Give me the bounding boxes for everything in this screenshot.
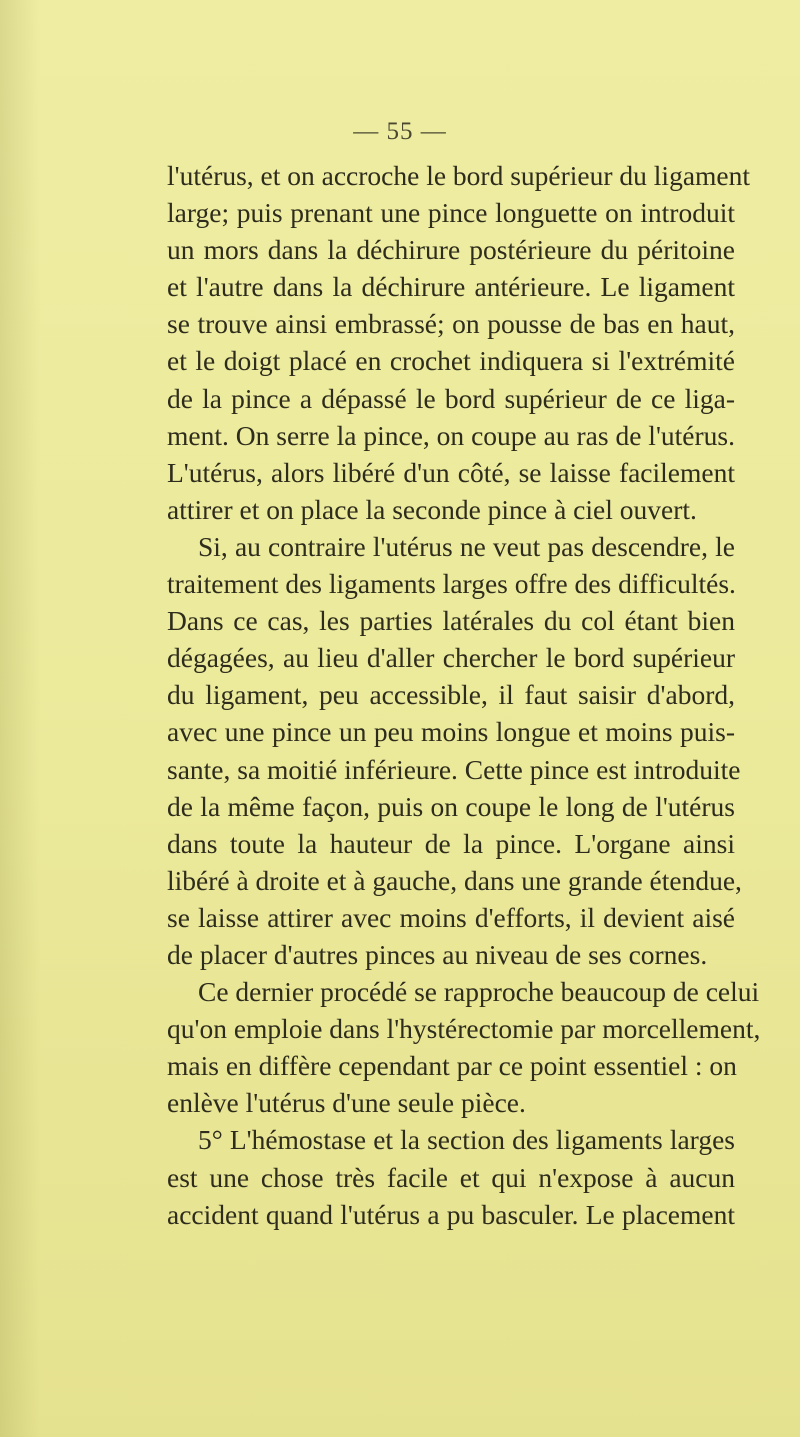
text-line: sante, sa moitié inférieure. Cette pince est introduite xyxy=(167,753,741,785)
text-line: enlève l'utérus d'une seule pièce. xyxy=(167,1087,526,1119)
text-line: se laisse attirer avec moins d'efforts, il devient aisé xyxy=(167,901,735,933)
text-line: Dans ce cas, les parties latérales du col étant bien xyxy=(167,605,735,637)
text-line: se trouve ainsi embrassé; on pousse de bas en haut, xyxy=(167,308,735,340)
text-line: avec une pince un peu moins longue et moins puis- xyxy=(167,716,735,748)
text-line: ment. On serre la pince, on coupe au ras de l'utérus. xyxy=(167,419,735,451)
paragraph xyxy=(167,157,751,528)
text-line: et l'autre dans la déchirure antérieure. Le ligament xyxy=(167,271,735,303)
text-line: de placer d'autres pinces au niveau de ses cornes. xyxy=(167,938,708,970)
text-line: L'utérus, alors libéré d'un côté, se laisse facilement xyxy=(167,456,735,488)
paragraph xyxy=(167,973,761,1121)
paragraph xyxy=(167,1121,735,1232)
text-line: de la même façon, puis on coupe le long de l'utérus xyxy=(167,790,735,822)
text-line: qu'on emploie dans l'hystérectomie par morcellement, xyxy=(167,1013,761,1045)
text-line: de la pince a dépassé le bord supérieur de ce liga- xyxy=(167,382,735,414)
text-line: dégagées, au lieu d'aller chercher le bord supérieur xyxy=(167,642,735,674)
body-text xyxy=(167,157,761,1233)
text-line: large; puis prenant une pince longuette on introduit xyxy=(167,197,735,229)
text-line: libéré à droite et à gauche, dans une grande étendue, xyxy=(167,864,742,896)
text-line: dans toute la hauteur de la pince. L'organe ainsi xyxy=(167,827,735,859)
text-line: Ce dernier procédé se rapproche beaucoup de celui xyxy=(198,976,760,1008)
text-line: traitement des ligaments larges offre des difficultés. xyxy=(167,568,736,600)
text-line: mais en diffère cependant par ce point essentiel : on xyxy=(167,1050,737,1082)
text-line: l'utérus, et on accroche le bord supérieur du ligament xyxy=(167,160,751,191)
text-line: accident quand l'utérus a pu basculer. Le placement xyxy=(167,1198,735,1230)
page-number: — 55 — xyxy=(353,118,447,145)
text-line: est une chose très facile et qui n'expose à aucun xyxy=(167,1161,735,1193)
text-line: du ligament, peu accessible, il faut saisir d'abord, xyxy=(167,679,735,711)
text-line: attirer et on place la seconde pince à ciel ouvert. xyxy=(167,493,697,525)
text-line: un mors dans la déchirure postérieure du péritoine xyxy=(167,234,735,266)
paragraph xyxy=(167,528,742,973)
text-line: et le doigt placé en crochet indiquera si l'extrémité xyxy=(167,345,735,377)
text-line: Si, au contraire l'utérus ne veut pas descendre, le xyxy=(198,530,735,562)
text-line: 5° L'hémostase et la section des ligaments larges xyxy=(198,1124,735,1156)
